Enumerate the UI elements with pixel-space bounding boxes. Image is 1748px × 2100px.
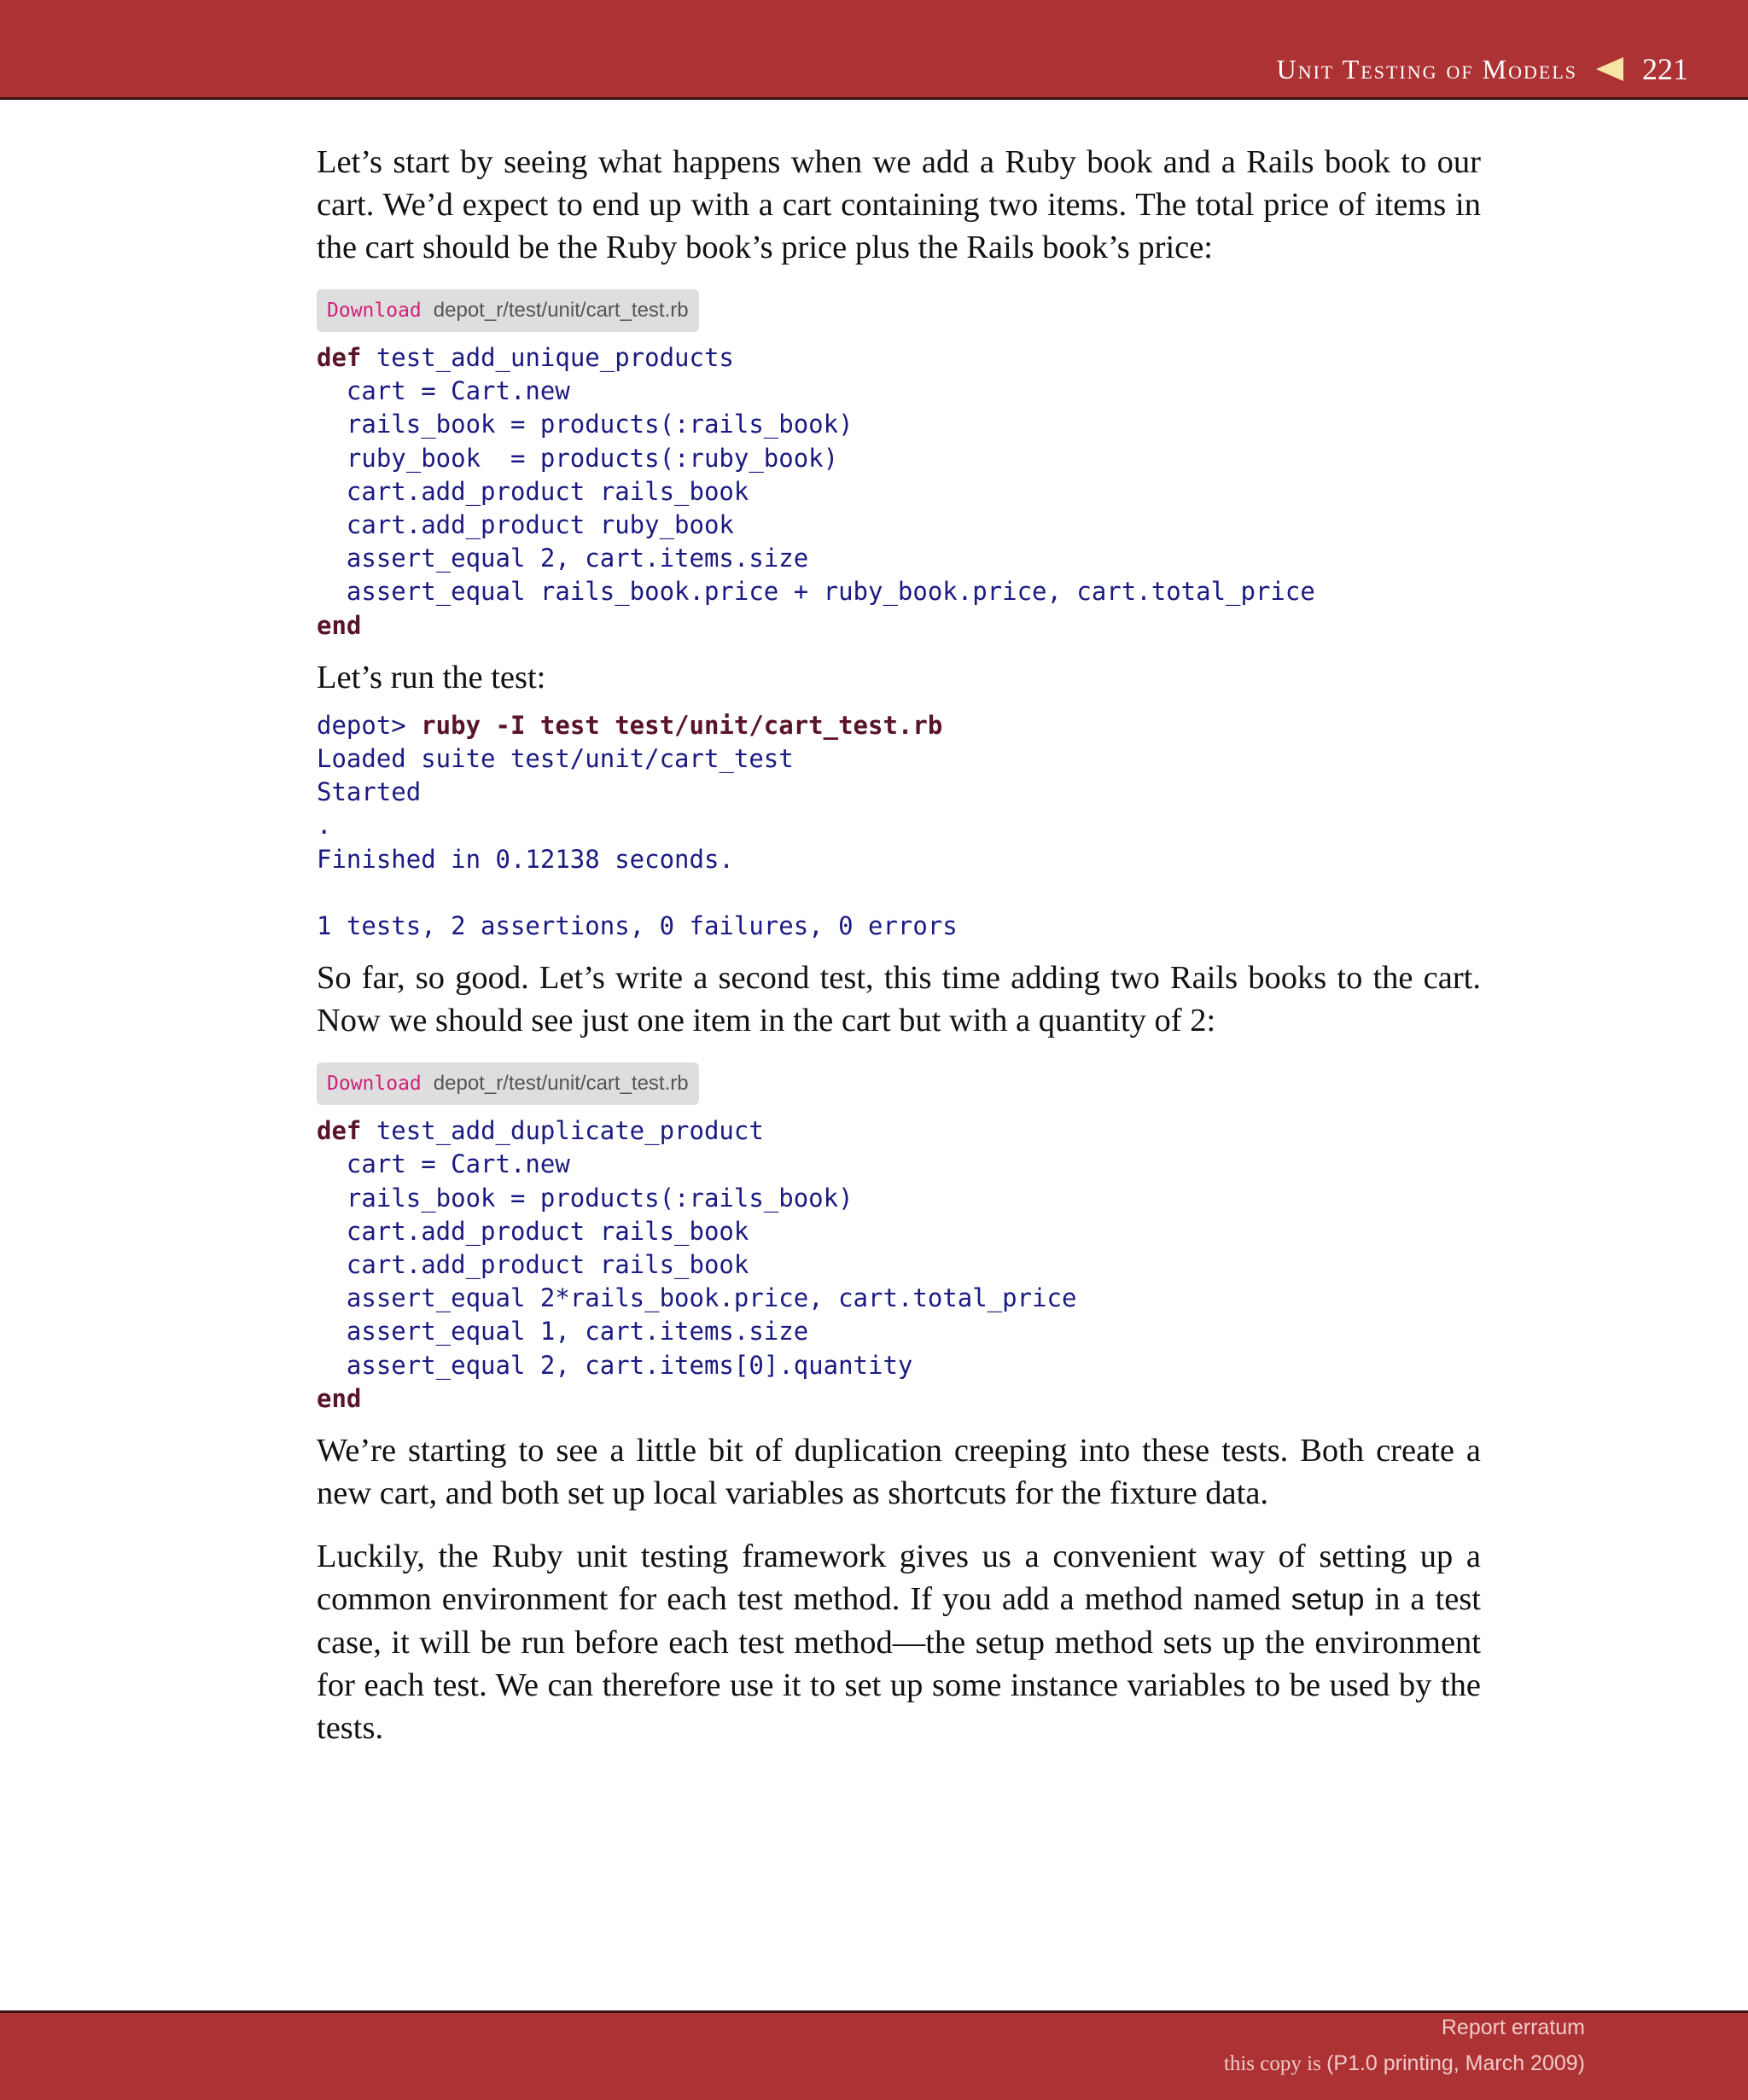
paragraph-setup — [317, 1535, 1481, 1749]
code-keyword-end: end — [317, 610, 362, 640]
code-line: rails_book = products(:rails_book) — [317, 1183, 854, 1213]
code-line: assert_equal rails_book.price + ruby_book.price, cart.total_price — [317, 577, 1315, 607]
paragraph-duplication: We’re starting to see a little bit of duplication creeping into these tests. Both create a new cart, and both set up local variables as shortcuts for the fixture data. — [317, 1433, 1481, 1512]
download-link-1[interactable] — [317, 289, 699, 332]
terminal-line: Started — [317, 777, 422, 807]
terminal-prompt: depot> — [317, 710, 422, 740]
inline-code-setup: setup — [1291, 1583, 1365, 1617]
paragraph-run-test: Let’s run the test: — [317, 659, 546, 695]
code-keyword-def: def — [317, 1116, 362, 1146]
download-label: Download — [327, 300, 422, 322]
terminal-output — [317, 709, 1481, 943]
paragraph-text: in a test case, it will be run before each test method—the setup method sets up the environment for each test. We can therefore use it to set up some instance variables to be used by the tests. — [317, 1581, 1482, 1747]
terminal-line: Finished in 0.12138 seconds. — [317, 844, 734, 874]
code-line: assert_equal 2, cart.items[0].quantity — [317, 1350, 913, 1380]
code-text: test_add_unique_products — [361, 343, 734, 372]
printing-info: (P1.0 printing, March 2009) — [1326, 2051, 1585, 2075]
report-erratum-link[interactable]: Report erratum — [1441, 2016, 1585, 2039]
copy-info — [1224, 2051, 1585, 2076]
running-title: Unit Testing of Models — [1276, 53, 1577, 84]
download-row-1 — [317, 289, 1481, 332]
paragraph-second-test: So far, so good. Let’s write a second test, this time adding two Rails books to the cart. Now we should see just one item in the cart but with a quantity of 2: — [317, 960, 1481, 1039]
code-line: assert_equal 1, cart.items.size — [317, 1317, 809, 1347]
code-line: ruby_book = products(:ruby_book) — [317, 443, 839, 473]
terminal-line: Loaded suite test/unit/cart_test — [317, 744, 794, 774]
page-arrow-icon[interactable] — [1596, 57, 1623, 81]
terminal-command-line — [317, 709, 1481, 742]
download-path: depot_r/test/unit/cart_test.rb — [433, 299, 689, 322]
code-line: cart.add_product rails_book — [317, 476, 749, 506]
code-line — [317, 341, 1481, 375]
terminal-command: ruby -I test test/unit/cart_test.rb — [421, 710, 943, 740]
running-head — [1277, 51, 1688, 87]
code-keyword-end: end — [317, 1383, 362, 1413]
code-text: test_add_duplicate_product — [361, 1116, 764, 1146]
code-line: cart.add_product ruby_book — [317, 510, 734, 540]
code-line — [317, 1114, 1481, 1148]
paragraph-intro: Let’s start by seeing what happens when we add a Ruby book and a Rails book to our cart. We’d expect to end up with a cart containing two items. The total price of items in the cart should be the Ruby book’s price plus the Rails book’s price: — [317, 144, 1481, 265]
code-line: cart.add_product rails_book — [317, 1250, 749, 1280]
paragraph-text: Luckily, the Ruby unit testing framework gives us a convenient way of setting up a common environment for each test method. If you add a method named — [317, 1539, 1481, 1618]
terminal-line: . — [317, 811, 332, 841]
download-label: Download — [327, 1073, 422, 1096]
code-line: rails_book = products(:rails_book) — [317, 410, 854, 439]
download-path: depot_r/test/unit/cart_test.rb — [433, 1072, 689, 1096]
code-block-1 — [317, 341, 1481, 643]
terminal-line: 1 tests, 2 assertions, 0 failures, 0 errors — [317, 911, 958, 941]
copy-prefix: this copy is — [1223, 2052, 1327, 2075]
code-line: cart = Cart.new — [317, 376, 570, 406]
code-line: assert_equal 2, cart.items.size — [317, 544, 809, 573]
download-link-2[interactable] — [317, 1062, 699, 1105]
code-line: cart.add_product rails_book — [317, 1216, 749, 1246]
code-line: assert_equal 2*rails_book.price, cart.total_price — [317, 1283, 1077, 1313]
terminal-line-blank — [317, 876, 1481, 910]
code-keyword-def: def — [317, 343, 362, 372]
code-block-2 — [317, 1114, 1481, 1416]
page-number: 221 — [1642, 52, 1688, 86]
download-row-2 — [317, 1062, 1481, 1105]
code-line: cart = Cart.new — [317, 1149, 570, 1179]
page-content — [317, 141, 1481, 1749]
